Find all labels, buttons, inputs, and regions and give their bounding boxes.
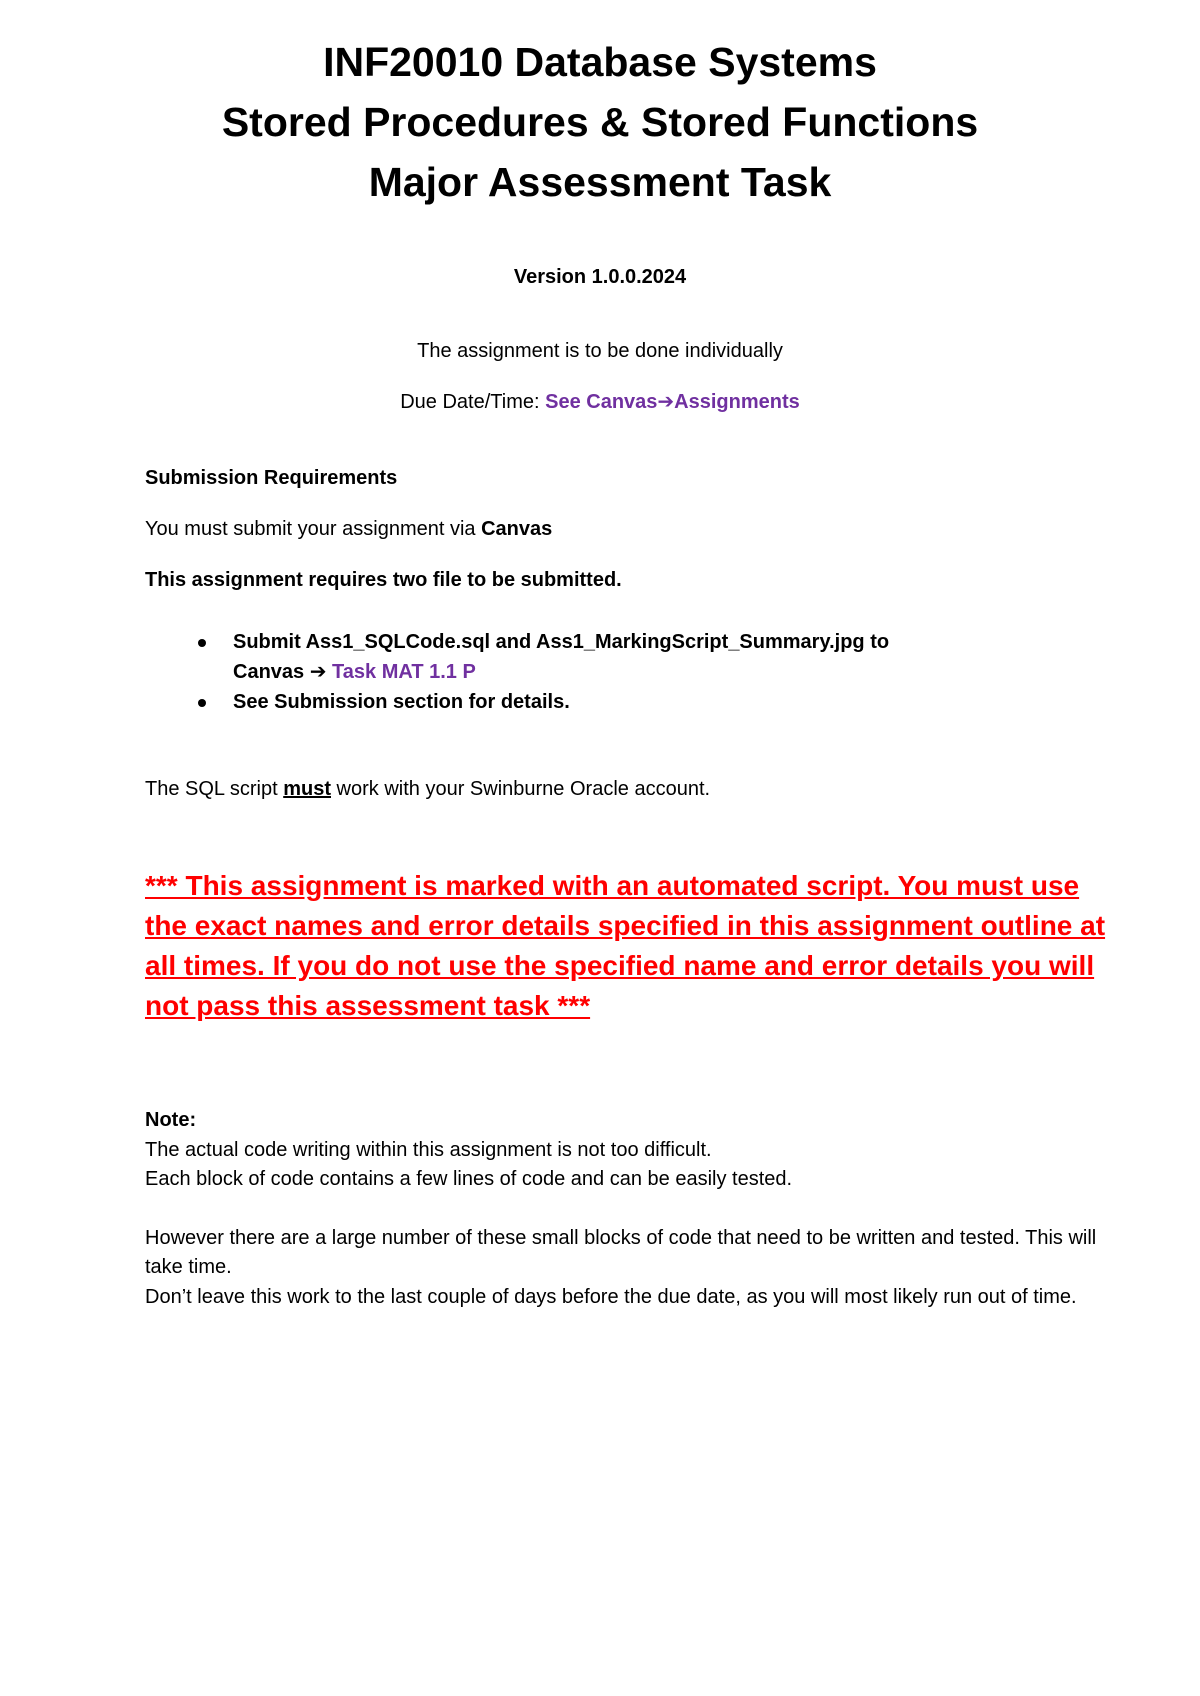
list-item	[145, 687, 1045, 717]
note-spacer	[145, 1195, 1125, 1224]
bullet-dot-icon	[198, 699, 206, 707]
task-link[interactable]: Task MAT 1.1 P	[326, 661, 476, 683]
bullet-1-canvas: Canvas	[233, 661, 310, 683]
note-section	[145, 1106, 1125, 1312]
document-title	[0, 32, 1200, 212]
sql-script-suffix: work with your Swinburne Oracle account.	[331, 778, 711, 800]
bullet-1-line2	[233, 657, 1045, 687]
arrow-right-icon: ➔	[309, 661, 327, 683]
submission-heading: Submission Requirements	[145, 467, 398, 489]
sql-script-prefix: The SQL script	[145, 778, 284, 800]
note-line-2: Each block of code contains a few lines of code and can be easily tested.	[145, 1168, 793, 1190]
sql-script-line	[145, 778, 710, 801]
canvas-link[interactable]: See Canvas	[545, 391, 658, 413]
list-item	[145, 627, 1045, 687]
sql-script-emphasis: must	[283, 778, 331, 800]
submit-via-prefix: You must submit your assignment via	[145, 518, 482, 540]
submit-via-line	[145, 518, 552, 541]
note-line-1: The actual code writing within this assignment is not too difficult.	[145, 1138, 712, 1161]
topic-title: Stored Procedures & Stored Functions	[221, 99, 979, 145]
version-label: Version 1.0.0.2024	[513, 266, 687, 288]
submit-via-canvas: Canvas	[481, 518, 553, 540]
course-title: INF20010 Database Systems	[323, 39, 877, 85]
files-required-line: This assignment requires two file to be submitted.	[145, 569, 622, 591]
submission-bullet-list	[145, 627, 1045, 717]
due-date-line	[0, 389, 1200, 414]
due-date-prefix: Due Date/Time:	[400, 391, 546, 413]
individual-note: The assignment is to be done individually	[417, 340, 783, 362]
bullet-2-text: See Submission section for details.	[233, 691, 570, 713]
automated-marking-warning: *** This assignment is marked with an automated script. You must use the exact names and error details specified in this assignment outline at all times. If you do not use the specified name and error details you will not pass this assessment task ***	[145, 870, 1106, 1021]
note-heading: Note:	[145, 1109, 197, 1131]
note-para2-line2: Don’t leave this work to the last couple of days before the due date, as you will most likely run out of time.	[145, 1285, 1077, 1308]
bullet-dot-icon	[198, 639, 206, 647]
task-title: Major Assessment Task	[368, 159, 832, 205]
note-para2-line1: However there are a large number of these small blocks of code that need to be written and tested. This will take time.	[145, 1226, 1097, 1278]
bullet-1-line1: Submit Ass1_SQLCode.sql and Ass1_MarkingScript_Summary.jpg to	[233, 631, 890, 653]
arrow-right-icon: ➔	[657, 391, 675, 413]
assignments-link[interactable]: Assignments	[674, 391, 800, 413]
